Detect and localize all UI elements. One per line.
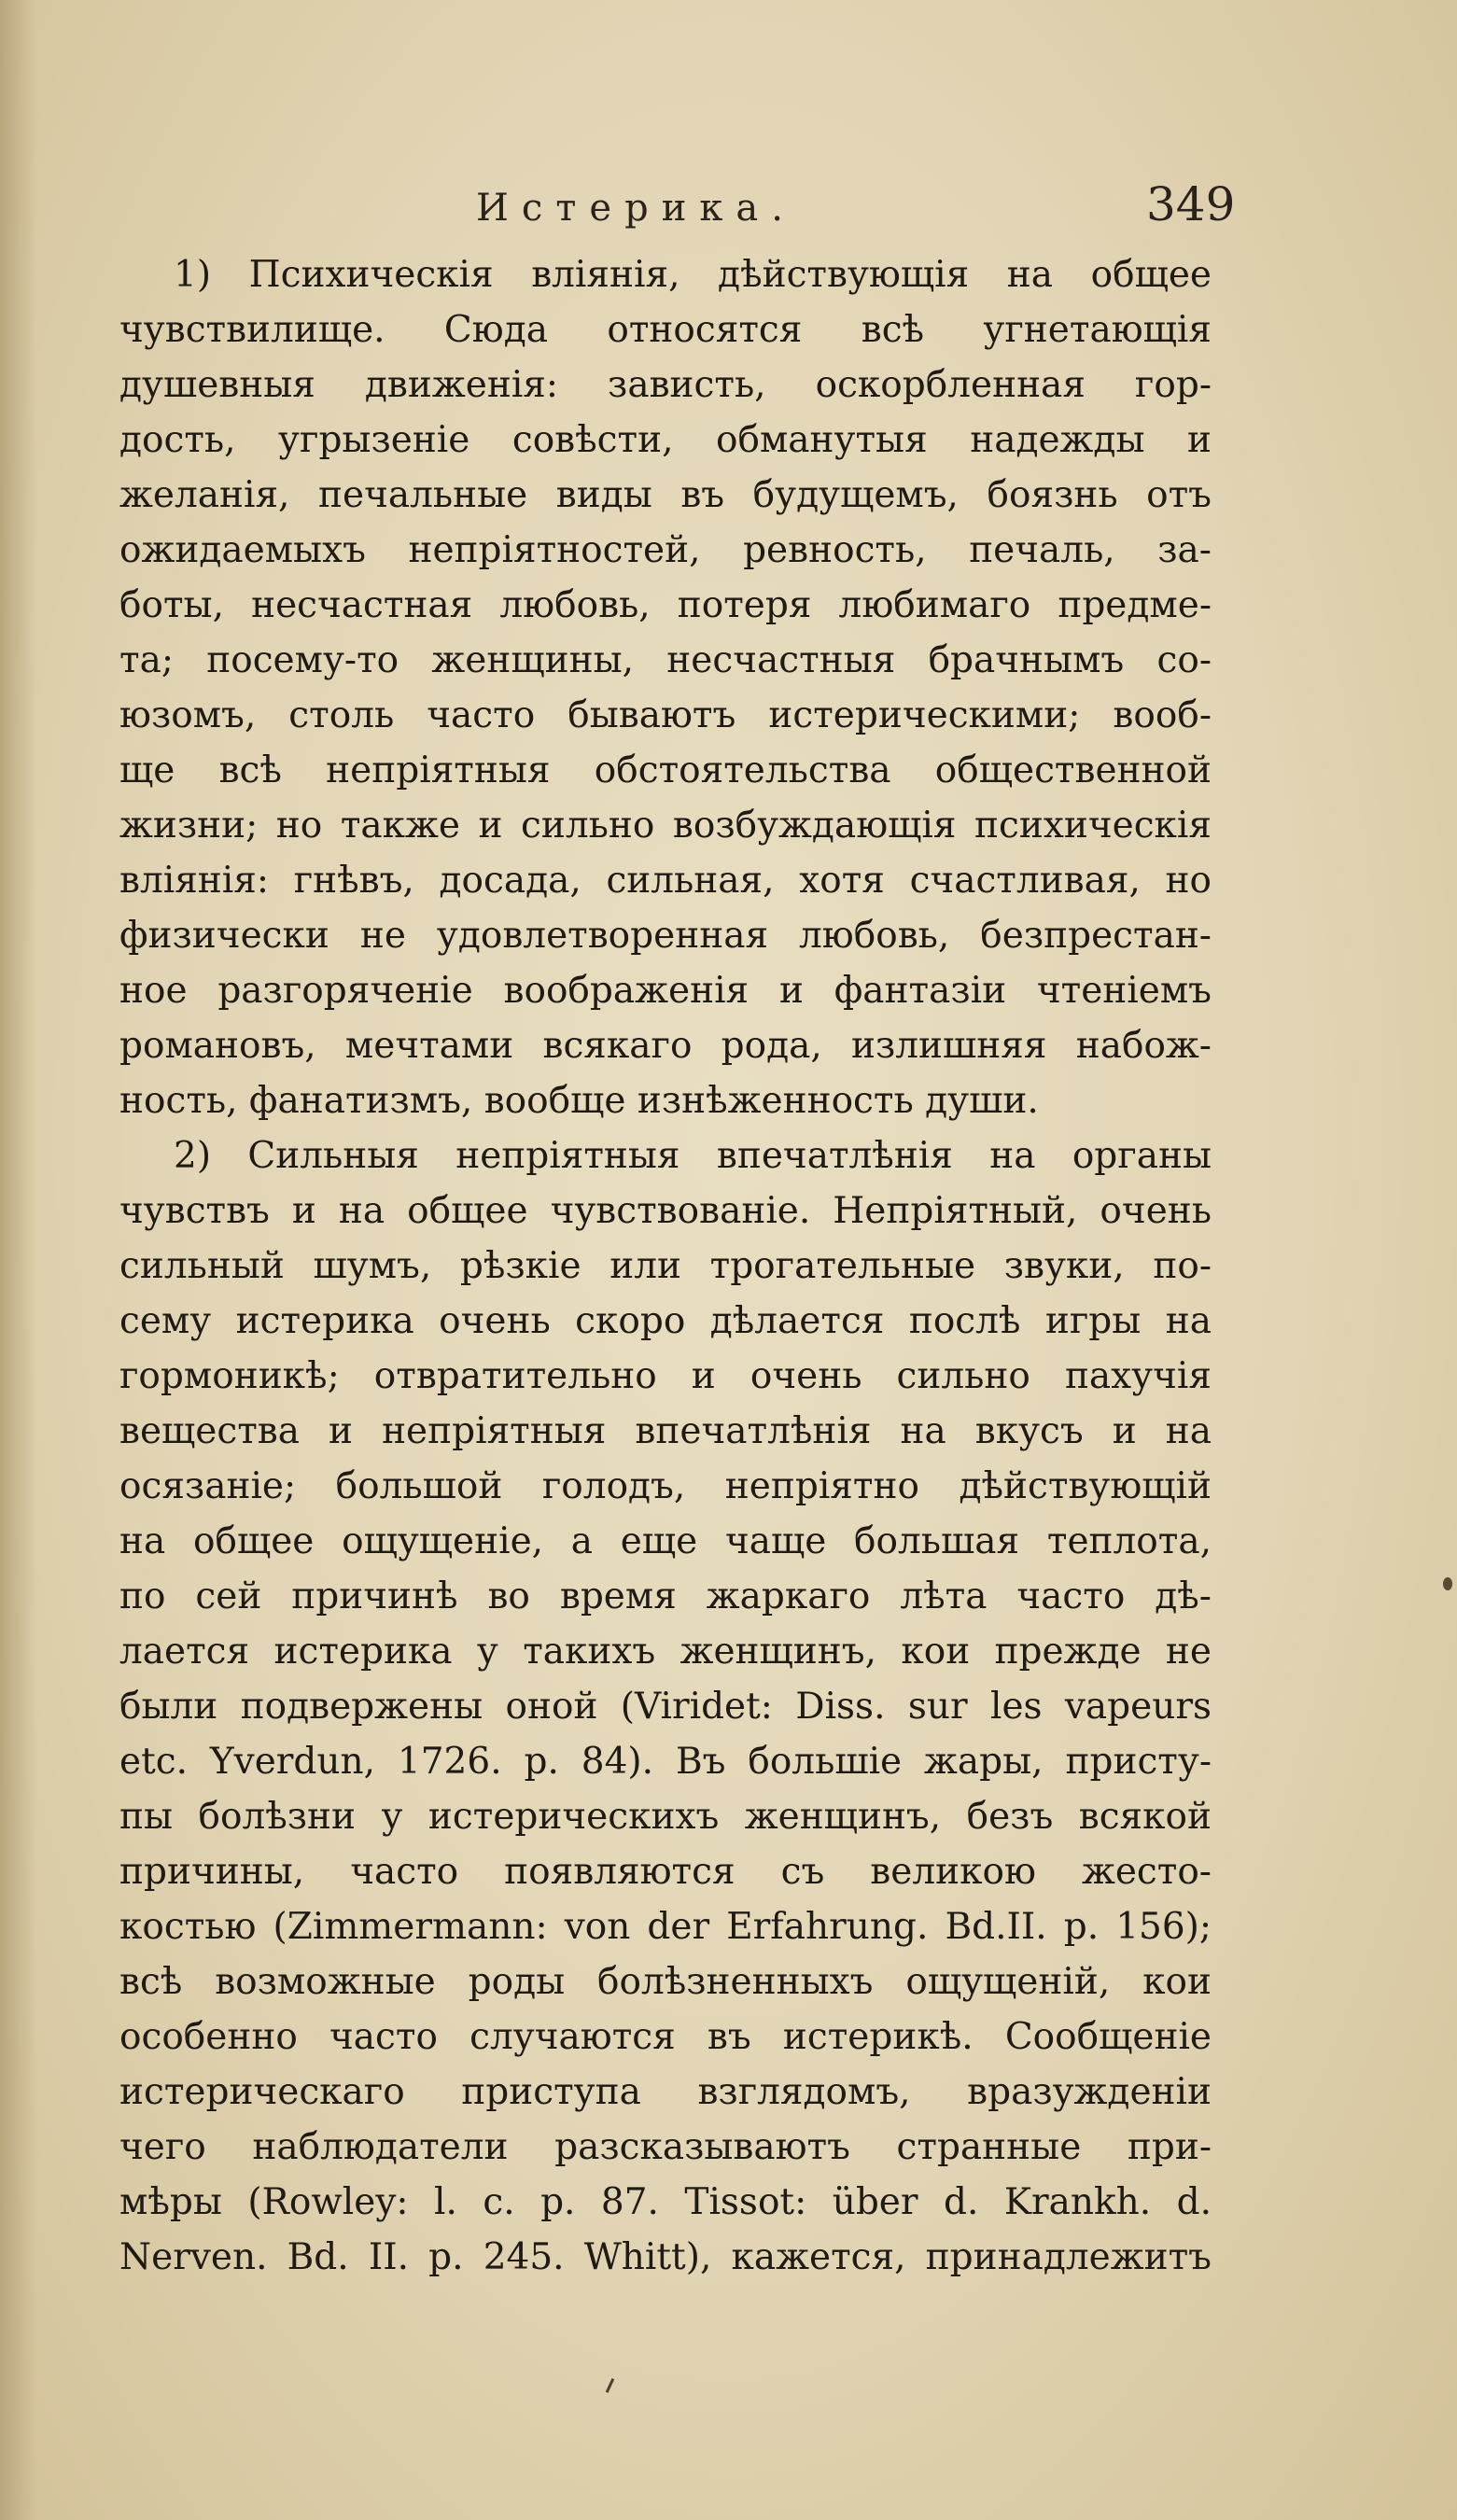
text-line: были подвержены оной (Viridet: Diss. sur les vapeurs	[119, 1686, 1212, 1728]
text-line: сильный шумъ, рѣзкіе или трогательные звуки, по-	[119, 1245, 1212, 1287]
text-line: сему истерика очень скоро дѣлается послѣ игры на	[119, 1300, 1212, 1342]
text-line: костью (Zimmermann: von der Erfahrung. Bd.II. p. 156);	[119, 1906, 1212, 1948]
text-line: всѣ возможные роды болѣзненныхъ ощущеній, кои	[119, 1961, 1212, 2003]
text-line: мѣры (Rowley: l. c. p. 87. Tissot: über d. Krankh. d.	[119, 2181, 1212, 2223]
text-line: романовъ, мечтами всякаго рода, излишняя набож-	[119, 1025, 1212, 1067]
text-line: особенно часто случаются въ истерикѣ. Сообщеніе	[119, 2016, 1212, 2058]
text-line: желанія, печальные виды въ будущемъ, боязнь отъ	[119, 474, 1212, 516]
text-line: боты, несчастная любовь, потеря любимаго предме-	[119, 584, 1212, 626]
text-line: та; посему-то женщины, несчастныя брачнымъ со-	[119, 639, 1212, 681]
text-line: ожидаемыхъ непріятностей, ревность, печаль, за-	[119, 529, 1212, 571]
body-text	[119, 247, 1212, 2285]
text-line: чего наблюдатели разсказываютъ странные при-	[119, 2126, 1212, 2168]
text-line: душевныя движенія: зависть, оскорбленная гор-	[119, 364, 1212, 406]
text-line: Nerven. Bd. II. p. 245. Whitt), кажется, принадлежитъ	[119, 2236, 1212, 2278]
text-line: на общее ощущеніе, а еще чаще большая теплота,	[119, 1520, 1212, 1562]
text-line: причины, часто появляются съ великою жесто-	[119, 1851, 1212, 1893]
text-line: истерическаго приступа взглядомъ, вразужденіи	[119, 2071, 1212, 2113]
text-line: ное разгоряченіе воображенія и фантазіи чтеніемъ	[119, 970, 1212, 1012]
text-line: etc. Yverdun, 1726. p. 84). Въ большіе жары, присту-	[119, 1741, 1212, 1783]
pencil-mark	[606, 2378, 614, 2393]
text-line: по сей причинѣ во время жаркаго лѣта часто дѣ-	[119, 1575, 1212, 1617]
text-line: лается истерика у такихъ женщинъ, кои прежде не	[119, 1631, 1212, 1673]
text-line: юзомъ, столь часто бываютъ истерическими; вооб-	[119, 694, 1212, 736]
text-line: осязаніе; большой голодъ, непріятно дѣйствующій	[119, 1465, 1212, 1507]
page-number: 349	[1146, 177, 1236, 231]
text-line: гормоникѣ; отвратительно и очень сильно пахучія	[119, 1355, 1212, 1397]
text-line: ще всѣ непріятныя обстоятельства общественной	[119, 749, 1212, 791]
ink-spot	[1443, 1577, 1452, 1590]
text-line: пы болѣзни у истерическихъ женщинъ, безъ всякой	[119, 1796, 1212, 1838]
text-line: дость, угрызеніе совѣсти, обманутыя надежды и	[119, 419, 1212, 461]
text-line: чувствъ и на общее чувствованіе. Непріятный, очень	[119, 1190, 1212, 1232]
text-line: физически не удовлетворенная любовь, безпрестан-	[119, 915, 1212, 957]
text-line: 2) Сильныя непріятныя впечатлѣнія на органы	[174, 1135, 1212, 1177]
text-line: вещества и непріятныя впечатлѣнія на вкусъ и на	[119, 1410, 1212, 1452]
page-edge-shadow	[0, 0, 37, 2520]
text-line: жизни; но также и сильно возбуждающія психическія	[119, 805, 1212, 847]
page-header	[0, 177, 1457, 243]
text-line: 1) Психическія вліянія, дѣйствующія на общее	[174, 254, 1212, 296]
text-line: чувствилище. Сюда относятся всѣ угнетающія	[119, 309, 1212, 351]
text-line: вліянія: гнѣвъ, досада, сильная, хотя счастливая, но	[119, 860, 1212, 902]
text-line: ность, фанатизмъ, вообще изнѣженность души.	[119, 1080, 1039, 1122]
running-title: Истерика.	[476, 187, 796, 230]
